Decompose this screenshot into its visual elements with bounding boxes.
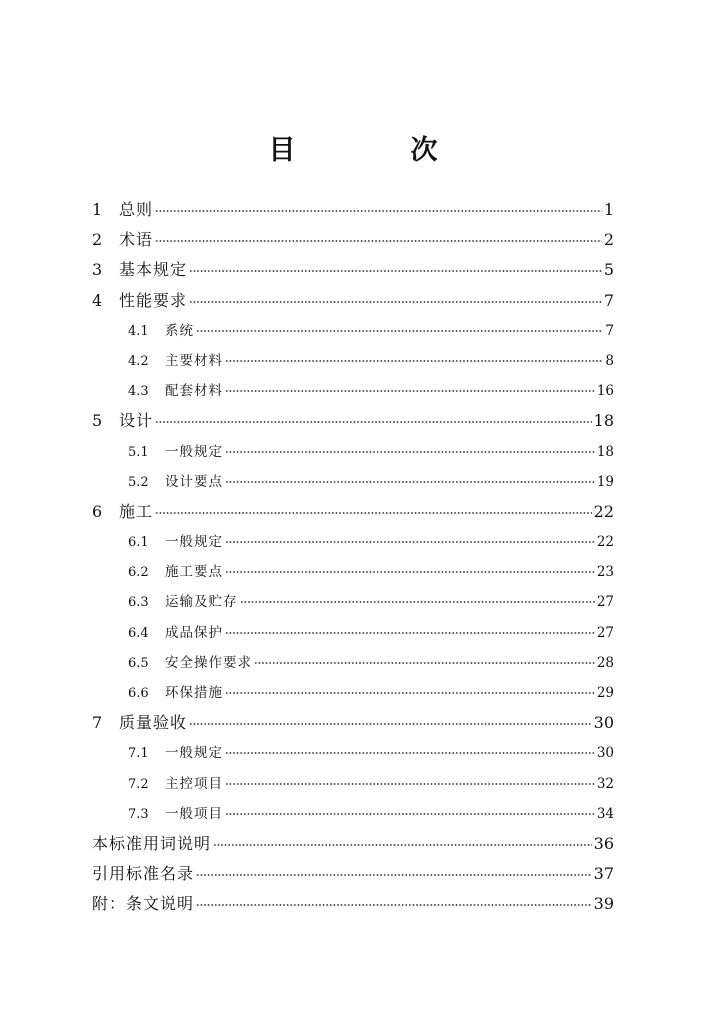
dot-leader bbox=[196, 904, 592, 906]
toc-entry[interactable] bbox=[92, 829, 614, 859]
toc-subentry[interactable] bbox=[92, 648, 614, 678]
dot-leader bbox=[196, 330, 602, 332]
toc-subentry[interactable] bbox=[92, 678, 614, 708]
dot-leader bbox=[155, 240, 602, 242]
toc-entry-number: 6 bbox=[92, 501, 103, 521]
toc-entry-number: 7.1 bbox=[128, 746, 149, 762]
toc-subentry[interactable] bbox=[92, 376, 614, 406]
dot-leader bbox=[225, 481, 595, 483]
toc-entry[interactable] bbox=[92, 708, 614, 738]
toc-entry-label: 设计 bbox=[119, 411, 154, 431]
toc-entry-label: 术语 bbox=[119, 230, 154, 250]
toc-entry-number: 4.2 bbox=[128, 353, 149, 369]
toc-page-number: 30 bbox=[596, 745, 614, 762]
toc-entry-number: 4.3 bbox=[128, 384, 149, 400]
toc-entry-number: 6.6 bbox=[128, 686, 149, 701]
dot-leader bbox=[189, 270, 602, 272]
dot-leader bbox=[225, 390, 595, 392]
toc-entry-label: 附：条文说明 bbox=[92, 894, 195, 914]
toc-subentry[interactable] bbox=[92, 738, 614, 768]
toc-page-number: 23 bbox=[596, 564, 614, 581]
toc-page-number: 2 bbox=[603, 230, 614, 250]
toc-entry-number: 6.4 bbox=[128, 625, 149, 641]
dot-leader bbox=[155, 210, 602, 212]
toc-page-number: 34 bbox=[596, 805, 614, 822]
toc-entry-label: 引用标准名录 bbox=[92, 864, 195, 884]
toc-entry-label: 环保措施 bbox=[165, 685, 223, 701]
toc-entry-label: 安全操作要求 bbox=[165, 654, 252, 671]
dot-leader bbox=[225, 632, 595, 634]
toc-entry-number: 3 bbox=[92, 260, 103, 280]
dot-leader bbox=[225, 692, 595, 694]
toc-entry[interactable] bbox=[92, 255, 614, 285]
toc-entry[interactable] bbox=[92, 195, 614, 225]
toc-entry-label: 质量验收 bbox=[119, 713, 188, 733]
dot-leader bbox=[155, 512, 592, 514]
toc-entry-label: 主控项目 bbox=[165, 775, 223, 792]
toc-entry-label: 成品保护 bbox=[165, 624, 223, 641]
toc-entry-number: 5.2 bbox=[128, 474, 149, 490]
toc-subentry[interactable] bbox=[92, 618, 614, 648]
toc-entry[interactable] bbox=[92, 406, 614, 436]
toc-entry-label: 主要材料 bbox=[165, 352, 223, 369]
dot-leader bbox=[196, 874, 592, 876]
toc-entry-number: 4.1 bbox=[128, 323, 149, 339]
toc-entry-label: 配套材料 bbox=[165, 383, 223, 400]
toc-entry-label: 一般规定 bbox=[165, 745, 223, 762]
dot-leader bbox=[225, 752, 595, 754]
toc-entry-number: 6.1 bbox=[128, 535, 149, 551]
toc-page-number: 7 bbox=[605, 322, 614, 339]
toc-entry-number: 7.3 bbox=[128, 806, 149, 822]
toc-page-number: 36 bbox=[593, 833, 614, 853]
toc-entry-label: 施工 bbox=[119, 501, 154, 521]
toc-entry-number: 6.5 bbox=[128, 655, 149, 671]
toc-entry-label: 一般项目 bbox=[165, 805, 223, 822]
toc-entry-number: 5 bbox=[92, 411, 103, 431]
toc-page-number: 37 bbox=[593, 864, 614, 884]
toc-entry[interactable] bbox=[92, 225, 614, 255]
toc-page-number: 8 bbox=[605, 352, 614, 369]
toc-entry-label: 一般规定 bbox=[165, 534, 223, 551]
toc-subentry[interactable] bbox=[92, 557, 614, 587]
dot-leader bbox=[225, 360, 602, 362]
toc-page-number: 1 bbox=[603, 200, 614, 219]
toc-subentry[interactable] bbox=[92, 527, 614, 557]
toc-entry-label: 本标准用词说明 bbox=[92, 833, 212, 853]
toc-entry-label: 系统 bbox=[165, 322, 194, 339]
toc-page-number: 18 bbox=[593, 411, 614, 431]
toc-subentry[interactable] bbox=[92, 587, 614, 617]
toc-subentry[interactable] bbox=[92, 769, 614, 799]
dot-leader bbox=[225, 541, 595, 543]
toc-entry-number: 1 bbox=[92, 200, 103, 219]
toc-entry-label: 总则 bbox=[119, 200, 154, 219]
toc-page-number: 27 bbox=[596, 624, 614, 641]
toc-page-number: 22 bbox=[596, 534, 614, 551]
toc-page-number: 22 bbox=[593, 501, 614, 521]
toc-page-number: 30 bbox=[593, 713, 614, 733]
toc-subentry[interactable] bbox=[92, 316, 614, 346]
toc-page-number: 27 bbox=[596, 594, 614, 611]
toc-entry-label: 基本规定 bbox=[119, 260, 188, 280]
toc-entry-number: 6.3 bbox=[128, 595, 149, 611]
toc-entry-number: 4 bbox=[92, 290, 103, 310]
dot-leader bbox=[213, 844, 592, 846]
toc-subentry[interactable] bbox=[92, 799, 614, 829]
toc-subentry[interactable] bbox=[92, 437, 614, 467]
toc-page-number: 28 bbox=[596, 654, 614, 671]
toc-page-number: 19 bbox=[596, 473, 614, 490]
toc-entry-number: 5.1 bbox=[128, 444, 149, 460]
toc-entry-number: 6.2 bbox=[128, 565, 149, 581]
dot-leader bbox=[225, 571, 595, 573]
dot-leader bbox=[225, 783, 595, 785]
toc-subentry[interactable] bbox=[92, 346, 614, 376]
dot-leader bbox=[240, 601, 595, 603]
toc-entry[interactable] bbox=[92, 859, 614, 889]
table-of-contents bbox=[92, 195, 614, 920]
dot-leader bbox=[155, 421, 592, 423]
dot-leader bbox=[225, 813, 595, 815]
dot-leader bbox=[254, 662, 595, 664]
toc-entry[interactable] bbox=[92, 889, 614, 919]
toc-entry-label: 施工要点 bbox=[165, 564, 223, 581]
toc-entry-label: 性能要求 bbox=[119, 290, 188, 310]
toc-page-number: 39 bbox=[593, 894, 614, 914]
dot-leader bbox=[189, 301, 602, 303]
toc-entry-number: 2 bbox=[92, 230, 103, 250]
toc-entry[interactable] bbox=[92, 497, 614, 527]
toc-page-number: 18 bbox=[596, 443, 614, 460]
dot-leader bbox=[225, 451, 595, 453]
page-title: 目 次 bbox=[268, 135, 482, 166]
toc-page-number: 32 bbox=[596, 775, 614, 792]
toc-entry-number: 7 bbox=[92, 713, 103, 733]
toc-entry-number: 7.2 bbox=[128, 776, 149, 792]
toc-subentry[interactable] bbox=[92, 467, 614, 497]
toc-entry[interactable] bbox=[92, 286, 614, 316]
toc-entry-label: 一般规定 bbox=[165, 443, 223, 460]
toc-page-number: 5 bbox=[603, 260, 614, 280]
toc-page-number: 29 bbox=[596, 685, 614, 701]
dot-leader bbox=[189, 723, 592, 725]
toc-page-number: 7 bbox=[603, 290, 614, 310]
toc-entry-label: 运输及贮存 bbox=[165, 594, 238, 611]
toc-page-number: 16 bbox=[596, 383, 614, 400]
toc-entry-label: 设计要点 bbox=[165, 473, 223, 490]
